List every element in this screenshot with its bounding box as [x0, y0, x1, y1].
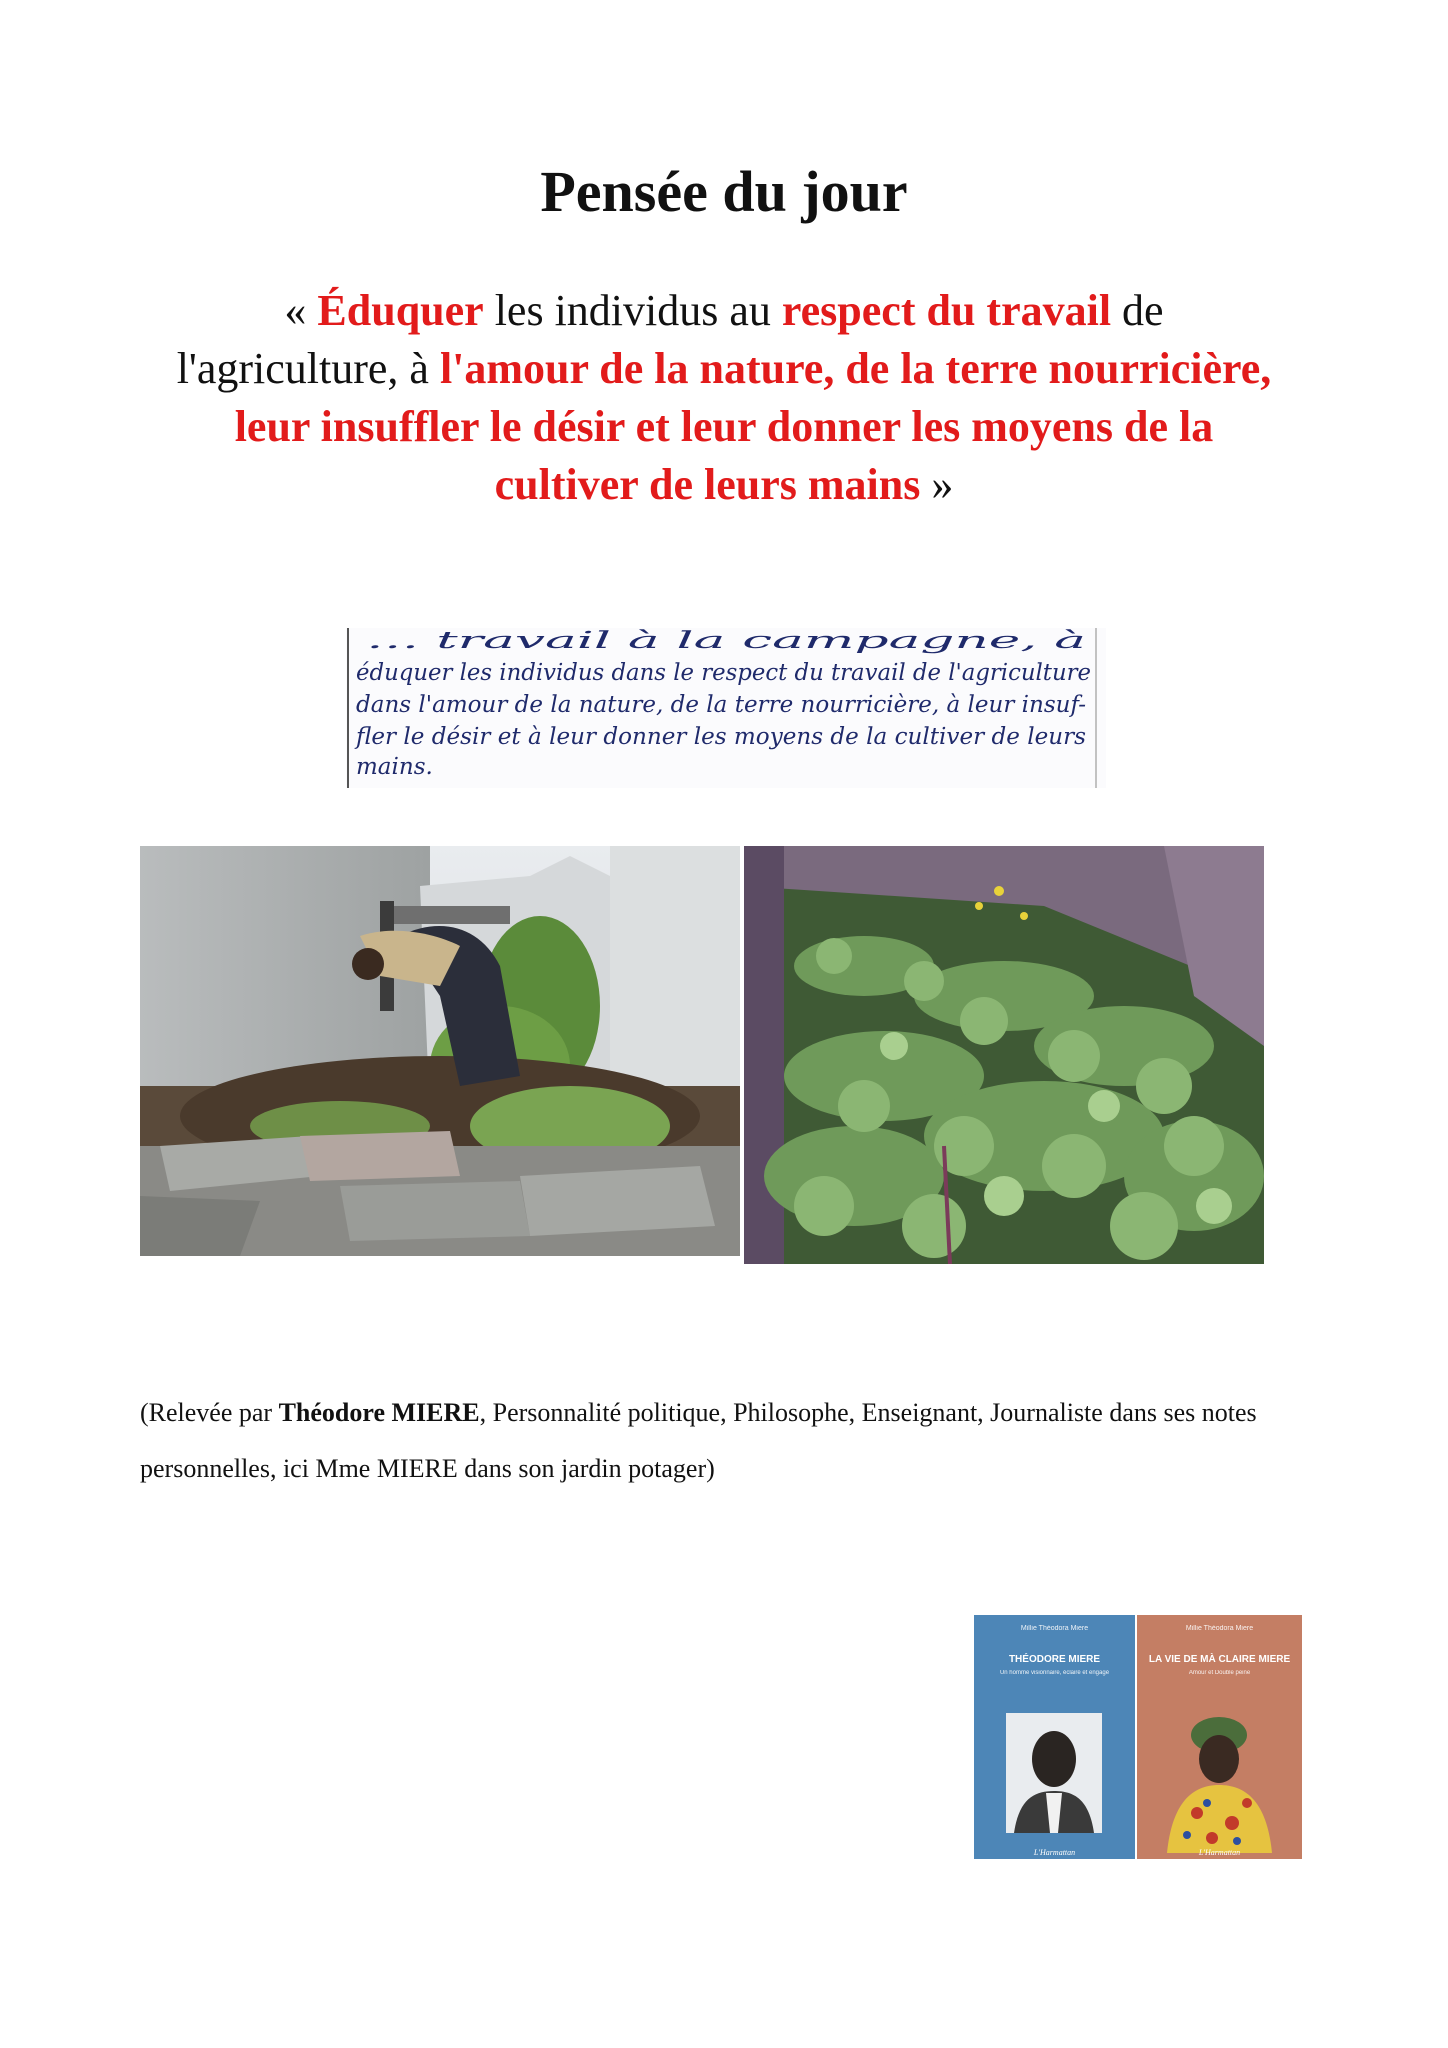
- caption-suffix: , Personnalité politique, Philosophe, Enseignant, Journaliste dans ses notes personnelles, ici Mme MIERE dans son jardin potager): [140, 1398, 1257, 1483]
- quote-highlight-eduquer: Éduquer: [317, 286, 484, 335]
- page-title: Pensée du jour: [540, 158, 908, 224]
- book-author: Millie Théodora Miere: [1020, 1625, 1089, 1632]
- book-publisher: L'Harmattan: [1033, 1848, 1076, 1857]
- garden-photo-vegetables: [744, 846, 1264, 1264]
- caption-author-name: Théodore MIERE: [278, 1398, 480, 1427]
- book-cover-theodore-miere: [974, 1615, 1135, 1859]
- note-line: dans l'amour de la nature, de la terre nourricière, à leur insuf-: [356, 692, 1086, 718]
- book-title: LA VIE DE MÀ CLAIRE MIERE: [1148, 1654, 1291, 1665]
- quote-highlight-amour: l'amour de la nature, de la terre nourricière, leur insuffler le désir et leur donner les moyens de la cultiver de leurs mains: [234, 344, 1272, 509]
- note-line: fler le désir et à leur donner les moyens de la cultiver de leurs: [353, 724, 1087, 750]
- portrait-image: [974, 1707, 1135, 1847]
- book-publisher: L'Harmattan: [1198, 1848, 1241, 1857]
- quote-close: »: [920, 460, 954, 509]
- note-line: mains.: [356, 754, 433, 780]
- quote-block: [170, 282, 1278, 514]
- photo-caption: [140, 1385, 1320, 1497]
- book-subtitle: Amour et Double peine: [1188, 1670, 1251, 1676]
- caption-prefix: (Relevée par: [140, 1398, 279, 1427]
- quote-text: de l'agriculture, à: [176, 286, 1164, 393]
- book-author: Millie Théodora Miere: [1185, 1625, 1254, 1632]
- quote-highlight-respect: respect du travail: [781, 286, 1112, 335]
- garden-photo-woman: [140, 846, 740, 1256]
- book-title: THÉODORE MIERE: [1008, 1654, 1101, 1665]
- portrait-image: [1137, 1703, 1302, 1853]
- quote-open: «: [284, 286, 318, 335]
- book-cover-claire-miere: [1137, 1615, 1302, 1859]
- note-line: éduquer les individus dans le respect du travail de l'agriculture: [356, 660, 1091, 686]
- note-line: … travail à la campagne, à: [366, 628, 1086, 654]
- quote-text: les individus au: [483, 286, 782, 335]
- handwritten-note-image: [346, 628, 1106, 788]
- book-subtitle: Un homme visionnaire, éclairé et engagé: [999, 1670, 1110, 1676]
